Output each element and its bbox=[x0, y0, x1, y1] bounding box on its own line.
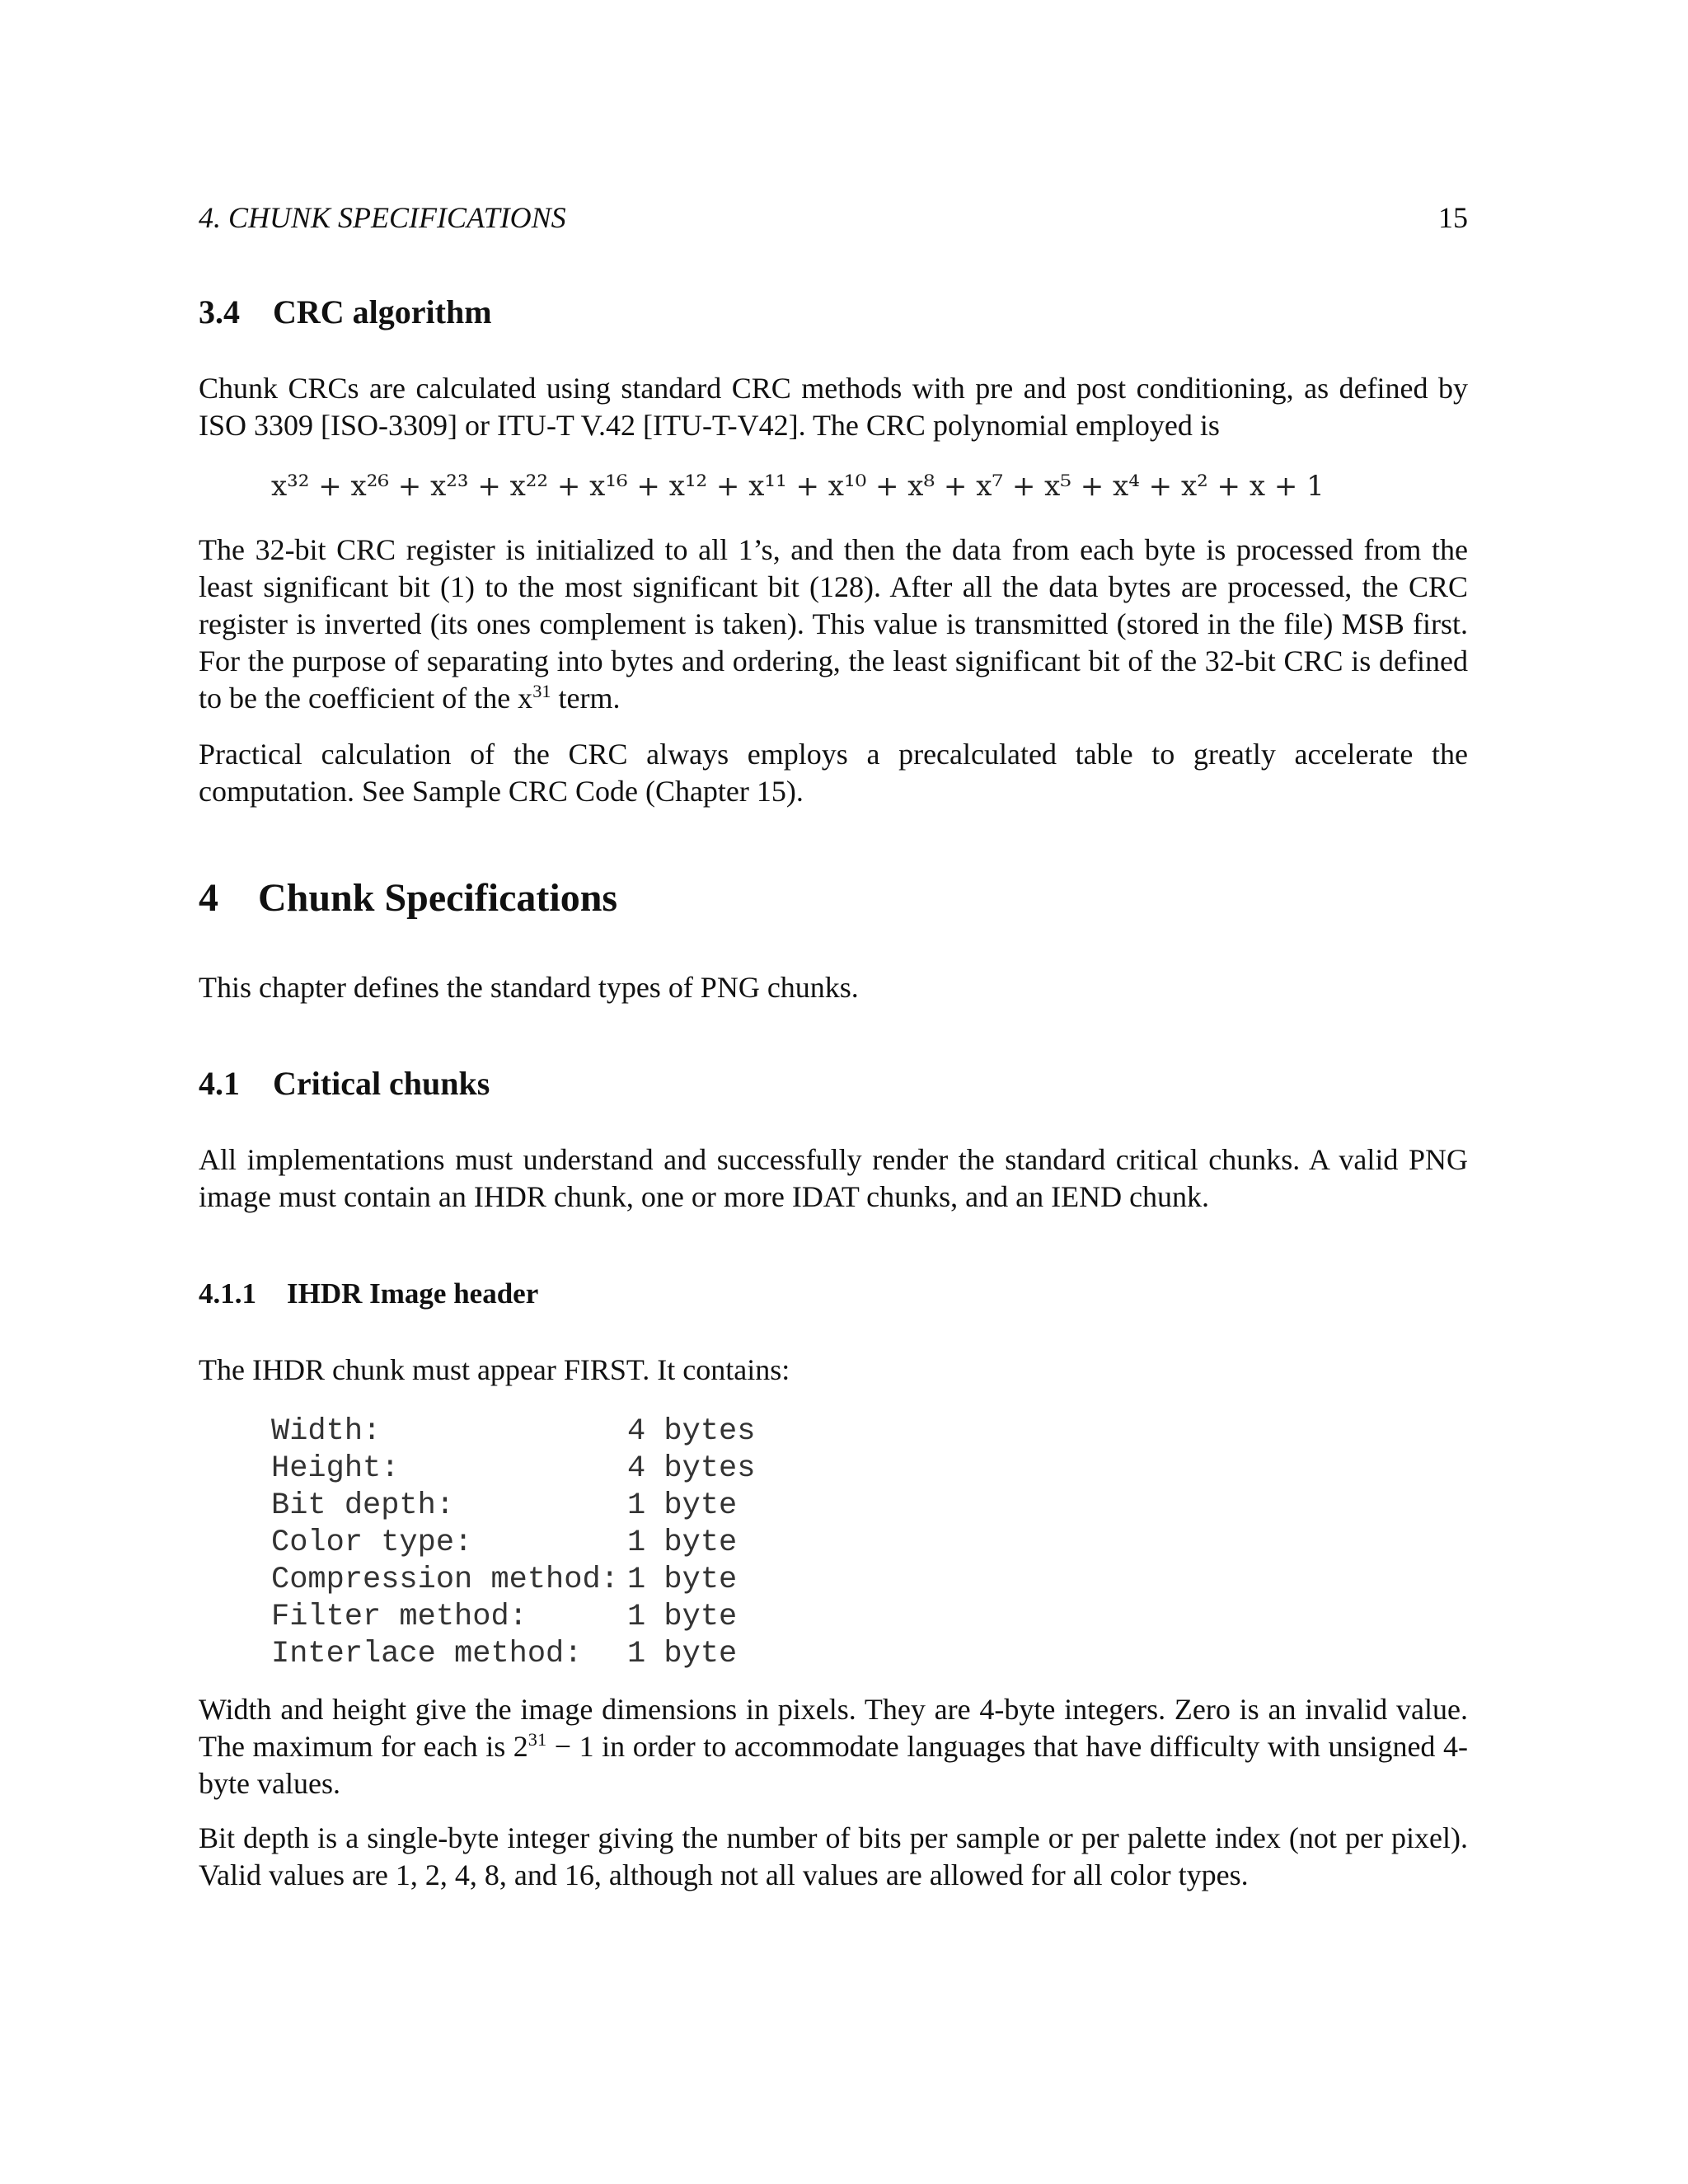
section-title: IHDR Image header bbox=[287, 1277, 539, 1310]
ihdr-intro-paragraph: The IHDR chunk must appear FIRST. It contains: bbox=[199, 1353, 790, 1386]
field-name: Height: bbox=[271, 1451, 400, 1486]
bit-depth-paragraph: Bit depth is a single-byte integer giving the number of bits per sample or per palette index (not per pixel). Valid values are 1, 2, 4, 8, and 16, although not all values are allowed for all color types. bbox=[199, 1821, 1468, 1891]
field-row bbox=[271, 1451, 1013, 1488]
section-4-heading bbox=[199, 875, 1468, 921]
width-height-text: Width and height give the image dimensions in pixels. They are 4-byte integers. Zero is an invalid value. The maximum for each is 2 bbox=[199, 1693, 1468, 1763]
section-title: Chunk Specifications bbox=[258, 876, 618, 920]
exponent: 31 bbox=[528, 1729, 547, 1750]
section-4-1-heading bbox=[199, 1065, 1468, 1103]
field-name: Filter method: bbox=[271, 1600, 528, 1634]
crc-table-paragraph: Practical calculation of the CRC always employs a precalculated table to greatly accelerate the computation. See Sample CRC Code (Chapter 15). bbox=[199, 738, 1468, 808]
field-row bbox=[271, 1636, 1013, 1673]
field-size: 1 byte bbox=[627, 1488, 738, 1523]
field-size: 1 byte bbox=[627, 1637, 738, 1671]
running-header bbox=[199, 201, 1468, 234]
section-number: 3.4 bbox=[199, 293, 240, 330]
field-size: 1 byte bbox=[627, 1563, 738, 1597]
section-title: Critical chunks bbox=[273, 1065, 490, 1102]
field-size: 1 byte bbox=[627, 1600, 738, 1634]
section-3-4-heading bbox=[199, 293, 1468, 331]
section-number: 4 bbox=[199, 876, 218, 920]
field-row bbox=[271, 1599, 1013, 1636]
crc-intro-paragraph: Chunk CRCs are calculated using standard CRC methods with pre and post conditioning, as defined by ISO 3309 [ISO-3309] or ITU-T V.42 [ITU-T-V42]. The CRC polynomial employed is bbox=[199, 372, 1468, 442]
section-number: 4.1.1 bbox=[199, 1277, 256, 1310]
crc-register-text-end: term. bbox=[551, 682, 621, 715]
field-size: 1 byte bbox=[627, 1526, 738, 1560]
field-name: Width: bbox=[271, 1414, 382, 1449]
field-name: Interlace method: bbox=[271, 1637, 583, 1671]
ihdr-field-list bbox=[271, 1413, 1013, 1673]
crc-register-text: The 32-bit CRC register is initialized to all 1’s, and then the data from each byte is processed from the least significant bit (1) to the most significant bit (128). After all the data bytes are processed, the CRC register is inverted (its ones complement is taken). This value is transmitted (stored in the file) MSB first. For the purpose of separating into bytes and ordering, the least significant bit of the 32-bit CRC is defined to be the coefficient of the x bbox=[199, 533, 1468, 715]
critical-chunks-paragraph: All implementations must understand and successfully render the standard critical chunks. A valid PNG image must contain an IHDR chunk, one or more IDAT chunks, and an IEND chunk. bbox=[199, 1143, 1468, 1213]
section-4-1-1-heading bbox=[199, 1277, 1468, 1311]
width-height-text-end: − 1 in order to accommodate languages that have difficulty with unsigned 4-byte values. bbox=[199, 1730, 1468, 1800]
field-name: Compression method: bbox=[271, 1563, 619, 1597]
crc-register-paragraph bbox=[199, 532, 1468, 717]
field-row bbox=[271, 1413, 1013, 1451]
section-number: 4.1 bbox=[199, 1065, 240, 1102]
exponent: 31 bbox=[532, 681, 551, 701]
field-name: Bit depth: bbox=[271, 1488, 455, 1523]
field-size: 4 bytes bbox=[627, 1414, 756, 1449]
width-height-paragraph bbox=[199, 1691, 1468, 1802]
page-number: 15 bbox=[1438, 201, 1468, 234]
running-header-chapter: 4. CHUNK SPECIFICATIONS bbox=[199, 201, 566, 234]
section-title: CRC algorithm bbox=[273, 293, 492, 330]
field-row bbox=[271, 1525, 1013, 1562]
field-row bbox=[271, 1562, 1013, 1599]
chapter-intro-paragraph: This chapter defines the standard types of PNG chunks. bbox=[199, 971, 859, 1004]
field-row bbox=[271, 1488, 1013, 1525]
field-size: 4 bytes bbox=[627, 1451, 756, 1486]
field-name: Color type: bbox=[271, 1526, 473, 1560]
crc-polynomial-equation: x³² + x²⁶ + x²³ + x²² + x¹⁶ + x¹² + x¹¹ + x¹⁰ + x⁸ + x⁷ + x⁵ + x⁴ + x² + x + 1 bbox=[271, 470, 1325, 503]
